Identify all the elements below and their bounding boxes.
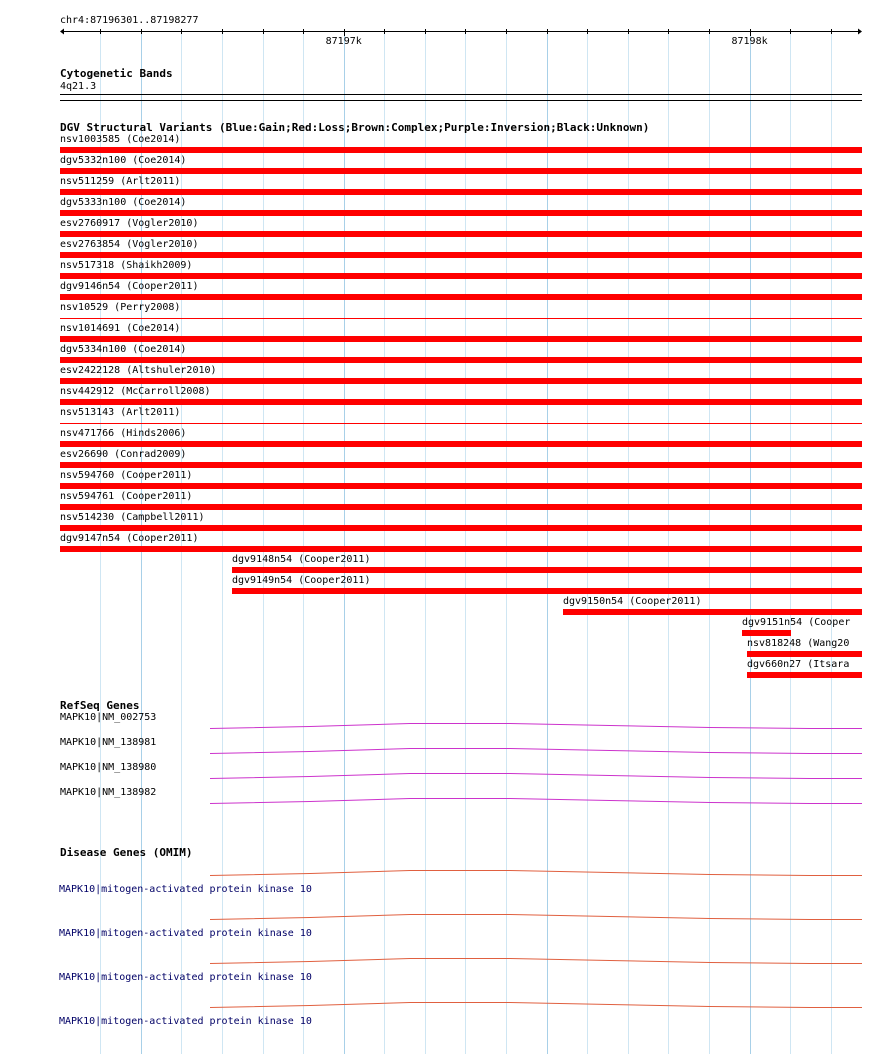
cytoband-label: 4q21.3 [60, 81, 97, 92]
omim-gene-label[interactable]: MAPK10|mitogen-activated protein kinase 10 [59, 884, 312, 895]
ruler-tick-label: 87197k [325, 36, 362, 47]
variant-label[interactable]: esv2760917 (Vogler2010) [60, 218, 199, 229]
refseq-gene-label[interactable]: MAPK10|NM_138981 [60, 737, 157, 748]
variant-label[interactable]: nsv442912 (McCarroll2008) [60, 386, 211, 397]
variant-label[interactable]: dgv5333n100 (Coe2014) [60, 197, 187, 208]
location-label: chr4:87196301..87198277 [60, 15, 199, 26]
refseq-track-title: RefSeq Genes [60, 699, 140, 712]
variant-label[interactable]: dgv9149n54 (Cooper2011) [232, 575, 371, 586]
variant-label[interactable]: dgv9147n54 (Cooper2011) [60, 533, 199, 544]
variant-label[interactable]: esv26690 (Conrad2009) [60, 449, 187, 460]
refseq-gene-label[interactable]: MAPK10|NM_138980 [60, 762, 157, 773]
variant-label[interactable]: nsv10529 (Perry2008) [60, 302, 181, 313]
variant-label[interactable]: dgv9148n54 (Cooper2011) [232, 554, 371, 565]
ruler-tick-label: 87198k [731, 36, 768, 47]
refseq-gene-label[interactable]: MAPK10|NM_002753 [60, 712, 157, 723]
omim-gene-label[interactable]: MAPK10|mitogen-activated protein kinase 10 [59, 972, 312, 983]
variant-label[interactable]: nsv511259 (Arlt2011) [60, 176, 181, 187]
variant-label[interactable]: dgv9150n54 (Cooper2011) [563, 596, 702, 607]
refseq-gene-label[interactable]: MAPK10|NM_138982 [60, 787, 157, 798]
variant-label[interactable]: esv2422128 (Altshuler2010) [60, 365, 217, 376]
variant-label[interactable]: dgv9146n54 (Cooper2011) [60, 281, 199, 292]
variant-label[interactable]: nsv594760 (Cooper2011) [60, 470, 193, 481]
variant-label[interactable]: nsv818248 (Wang20 [747, 638, 850, 649]
variant-label[interactable]: esv2763854 (Vogler2010) [60, 239, 199, 250]
variant-label[interactable]: nsv514230 (Campbell2011) [60, 512, 205, 523]
variant-label[interactable]: nsv513143 (Arlt2011) [60, 407, 181, 418]
dgv-track-title: DGV Structural Variants (Blue:Gain;Red:Loss;Brown:Complex;Purple:Inversion;Black:Unknown) [60, 121, 650, 134]
variant-label[interactable]: dgv5332n100 (Coe2014) [60, 155, 187, 166]
variant-label[interactable]: nsv594761 (Cooper2011) [60, 491, 193, 502]
omim-track-title: Disease Genes (OMIM) [60, 846, 193, 859]
cytoband-track-title: Cytogenetic Bands [60, 67, 173, 80]
variant-label[interactable]: nsv517318 (Shaikh2009) [60, 260, 193, 271]
variant-label[interactable]: nsv1014691 (Coe2014) [60, 323, 181, 334]
variant-label[interactable]: nsv471766 (Hinds2006) [60, 428, 187, 439]
variant-label[interactable]: nsv1003585 (Coe2014) [60, 134, 181, 145]
variant-label[interactable]: dgv5334n100 (Coe2014) [60, 344, 187, 355]
omim-gene-label[interactable]: MAPK10|mitogen-activated protein kinase 10 [59, 1016, 312, 1027]
variant-label[interactable]: dgv660n27 (Itsara [747, 659, 850, 670]
omim-gene-label[interactable]: MAPK10|mitogen-activated protein kinase 10 [59, 928, 312, 939]
variant-label[interactable]: dgv9151n54 (Cooper [742, 617, 851, 628]
